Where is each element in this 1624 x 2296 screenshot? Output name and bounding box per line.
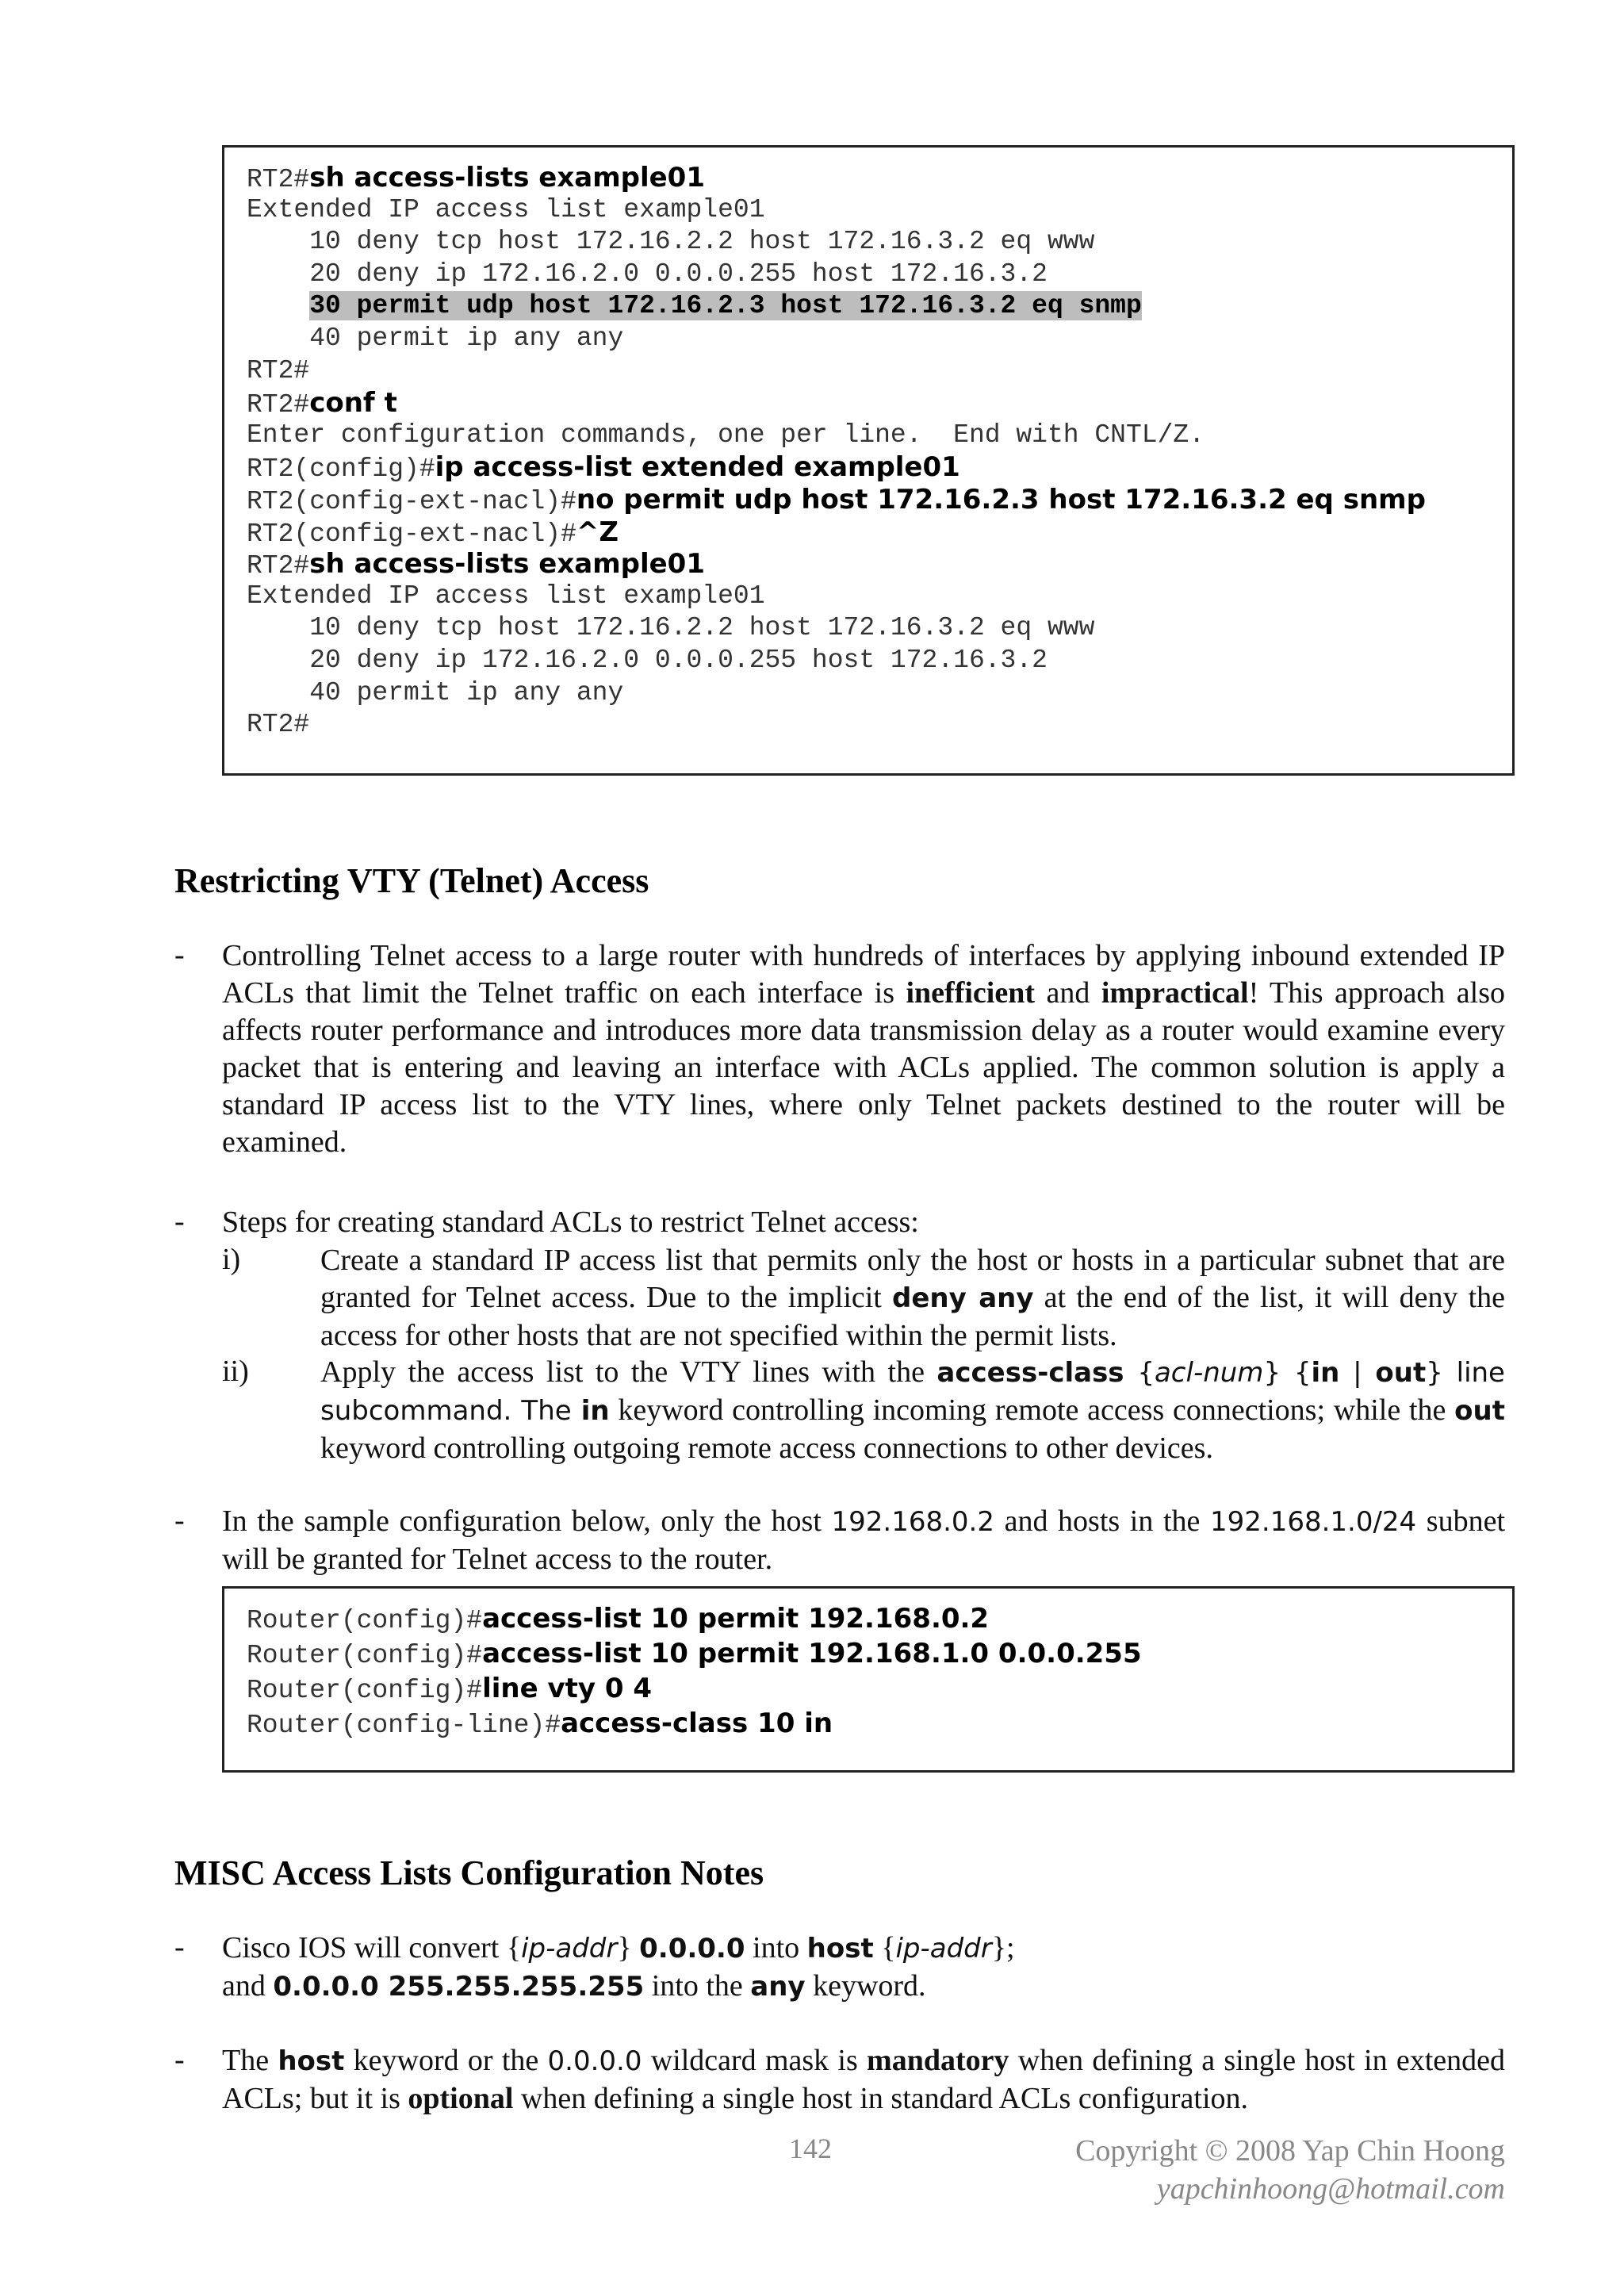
cli-prompt: RT2(config-ext-nacl)# xyxy=(247,487,576,516)
cli-output: Enter configuration commands, one per line. End with CNTL/Z. xyxy=(247,420,1205,450)
section-heading-restricting-vty: Restricting VTY (Telnet) Access xyxy=(174,861,649,900)
cli-output: Extended IP access list example01 xyxy=(247,194,765,224)
code-block-acl-example01 xyxy=(222,145,1515,776)
step-number-ii: ii) xyxy=(222,1355,249,1388)
cli-command: access-list 10 permit 192.168.1.0 0.0.0.255 xyxy=(482,1638,1142,1669)
cli-prompt: RT2# xyxy=(247,390,310,420)
code-line xyxy=(247,387,397,421)
paragraph-telnet-control: Controlling Telnet access to a large router with hundreds of interfaces by applying inbound extended IP ACLs that limit the Telnet traffic on each interface is inefficient and impractical! This approach also affects router performance and introduces more data transmission delay as a router would examine every packet that is entering and leaving an interface with ACLs applied. The common solution is apply a standard IP access list to the VTY lines, where only Telnet packets destined to the router will be examined. xyxy=(222,939,1505,1159)
author-email: yapchinhoong@hotmail.com xyxy=(1156,2172,1505,2206)
code-line xyxy=(247,612,1094,644)
code-line xyxy=(247,581,765,612)
cli-command: conf t xyxy=(309,387,397,420)
cli-prompt: Router(config-line)# xyxy=(247,1711,561,1740)
code-line xyxy=(247,1603,989,1637)
code-line xyxy=(247,645,1048,677)
cli-prompt: RT2# xyxy=(247,710,310,740)
cli-command: sh access-lists example01 xyxy=(309,162,705,194)
cli-command: access-class 10 in xyxy=(561,1708,833,1739)
page-number: 142 xyxy=(789,2133,832,2164)
cli-output: Extended IP access list example01 xyxy=(247,581,765,611)
code-line xyxy=(247,162,705,196)
note-ios-convert: Cisco IOS will convert {ip-addr} 0.0.0.0 into host {ip-addr}; and 0.0.0.0 255.255.255.255 into the any keyword. xyxy=(222,1931,1015,2003)
section-heading-misc-notes: MISC Access Lists Configuration Notes xyxy=(174,1853,764,1892)
step-ii-text: Apply the access list to the VTY lines with the access-class {acl-num} {in | out} line subcommand. The in keyword controlling incoming remote access connections; while the out keyword controlling outgoing remote access connections to other devices. xyxy=(320,1355,1505,1465)
cli-command: access-list 10 permit 192.168.0.2 xyxy=(482,1603,990,1635)
code-line xyxy=(247,194,765,226)
step-number-i: i) xyxy=(222,1243,241,1276)
code-line xyxy=(247,355,309,387)
paragraph-sample-config: In the sample configuration below, only the host 192.168.0.2 and hosts in the 192.168.1.0/24 subnet will be granted for Telnet access to the router. xyxy=(222,1504,1506,1576)
cli-prompt: RT2# xyxy=(247,165,310,194)
cli-highlighted-entry: 30 permit udp host 172.16.2.3 host 172.16.3.2 eq snmp xyxy=(309,291,1142,321)
code-line xyxy=(247,323,623,355)
cli-indent xyxy=(247,291,309,320)
paragraph-steps-intro: Steps for creating standard ACLs to restrict Telnet access: xyxy=(222,1205,919,1239)
cli-prompt: RT2# xyxy=(247,355,310,385)
cli-prompt: Router(config)# xyxy=(247,1641,483,1670)
code-line xyxy=(247,516,619,550)
cli-prompt: RT2# xyxy=(247,551,310,581)
code-line xyxy=(247,1673,652,1707)
cli-output: 10 deny tcp host 172.16.2.2 host 172.16.3.2 eq www xyxy=(247,613,1095,643)
code-line xyxy=(247,451,960,485)
copyright-text: Copyright © 2008 Yap Chin Hoong xyxy=(1075,2134,1505,2168)
cli-prompt: RT2(config)# xyxy=(247,454,435,485)
note-host-keyword: The host keyword or the 0.0.0.0 wildcard mask is mandatory when defining a single host in extended ACLs; but it is optional when defining a single host in standard ACLs configuration. xyxy=(222,2044,1505,2115)
bullet-dash: - xyxy=(174,1504,185,1537)
bullet-dash: - xyxy=(174,2043,185,2076)
bullet-dash: - xyxy=(174,938,185,972)
bullet-dash: - xyxy=(174,1205,185,1238)
code-line xyxy=(247,420,1205,451)
cli-output: 20 deny ip 172.16.2.0 0.0.0.255 host 172.16.3.2 xyxy=(247,259,1048,289)
cli-command: ip access-list extended example01 xyxy=(435,451,960,484)
code-line xyxy=(247,709,309,741)
code-line xyxy=(247,677,623,709)
cli-prompt: Router(config)# xyxy=(247,1606,483,1635)
code-line xyxy=(247,259,1048,290)
code-line xyxy=(247,1638,1142,1672)
cli-command: no permit udp host 172.16.2.3 host 172.16.3.2 eq snmp xyxy=(576,484,1426,516)
step-i-text: Create a standard IP access list that permits only the host or hosts in a particular subnet that are granted for Telnet access. Due to the implicit deny any at the end of the list, it will deny the access for other hosts that are not specified within the permit lists. xyxy=(320,1244,1506,1352)
cli-command: line vty 0 4 xyxy=(482,1673,653,1704)
bullet-dash: - xyxy=(174,1930,185,1964)
cli-output: 40 permit ip any any xyxy=(247,677,624,707)
code-line xyxy=(247,1708,833,1742)
code-line xyxy=(247,484,1426,518)
cli-output: 20 deny ip 172.16.2.0 0.0.0.255 host 172.16.3.2 xyxy=(247,646,1048,675)
cli-prompt: Router(config)# xyxy=(247,1676,483,1705)
cli-prompt: RT2(config-ext-nacl)# xyxy=(247,519,576,549)
code-line xyxy=(247,290,1142,322)
code-block-vty-config xyxy=(222,1586,1515,1773)
cli-output: 40 permit ip any any xyxy=(247,324,624,353)
code-line xyxy=(247,226,1094,258)
cli-command: sh access-lists example01 xyxy=(309,548,705,581)
copyright-block xyxy=(1075,2132,1505,2208)
code-line xyxy=(247,548,705,582)
cli-output: 10 deny tcp host 172.16.2.2 host 172.16.3.2 eq www xyxy=(247,227,1095,257)
cli-command: ^Z xyxy=(576,516,619,548)
